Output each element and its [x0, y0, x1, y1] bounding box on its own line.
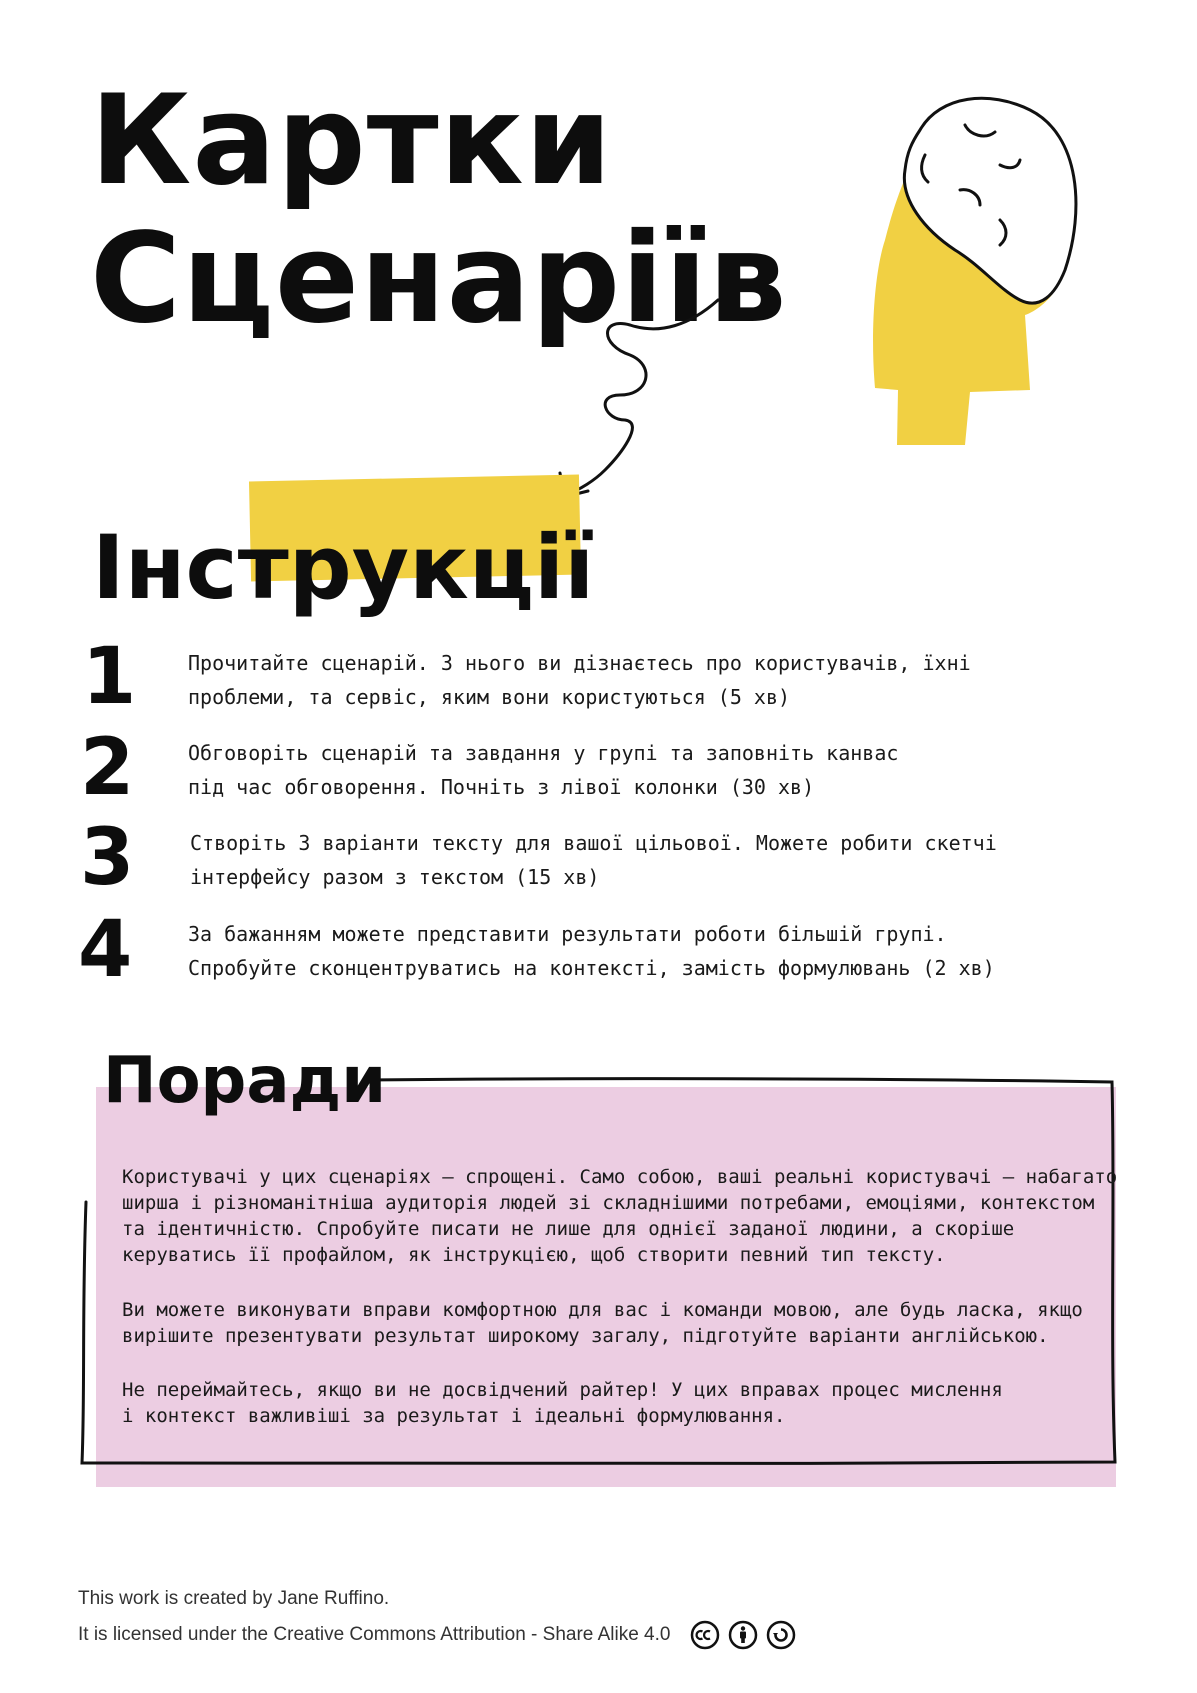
step-number: 4 — [78, 905, 133, 995]
tips-heading: Поради — [103, 1044, 387, 1118]
by-icon — [728, 1620, 758, 1650]
footer-license: It is licensed under the Creative Commons Attribution - Share Alike 4.0 — [78, 1620, 796, 1650]
footer-credit: This work is created by Jane Ruffino. — [78, 1588, 390, 1609]
step-text: Обговоріть сценарій та завдання у групі та заповніть канвас під час обговорення. Почніть з лівої колонки (30 хв) — [188, 741, 899, 799]
head-illustration-icon — [870, 90, 1100, 460]
step-number: 1 — [82, 632, 137, 722]
sa-icon — [766, 1620, 796, 1650]
title-line-1: Картки — [90, 69, 613, 213]
instructions-heading: Інструкції — [92, 516, 595, 619]
step-number: 3 — [80, 813, 135, 903]
step-text: Створіть 3 варіанти тексту для вашої цільової. Можете робити скетчі інтерфейсу разом з текстом (15 хв) — [190, 831, 997, 889]
step-text: За бажанням можете представити результати роботи більшій групі. Спробуйте сконцентруватись на контексті, замість формулювань (2 хв) — [188, 922, 995, 980]
tips-paragraph-2: Ви можете виконувати вправи комфортною для вас і команди мовою, але будь ласка, якщо вирішите презентувати результат широкому загалу, підготуйте варіанти англійською. — [122, 1299, 1083, 1347]
cc-icon — [690, 1620, 720, 1650]
step-text: Прочитайте сценарій. З нього ви дізнаєтесь про користувачів, їхні проблеми, та сервіс, яким вони користуються (5 хв) — [188, 651, 971, 709]
step-number: 2 — [80, 723, 135, 813]
tips-paragraph-1: Користувачі у цих сценаріях – спрощені. Само собою, ваші реальні користувачі – набагато ширша і різноманітніша аудиторія людей зі складнішими потребами, емоціями, контекстом та ідентичністю. Спробуйте писати не лише для однієї заданої людини, а скоріше керуватись її профайлом, як інструкцією, щоб створити певний тип тексту. — [122, 1166, 1118, 1266]
tips-paragraph-3: Не переймайтесь, якщо ви не досвідчений райтер! У цих вправах процес мислення і контекст важливіші за результат і ідеальні формулювання. — [122, 1379, 1003, 1427]
title-line-2: Сценаріїв — [90, 207, 788, 351]
squiggle-arrow-icon — [550, 295, 730, 505]
